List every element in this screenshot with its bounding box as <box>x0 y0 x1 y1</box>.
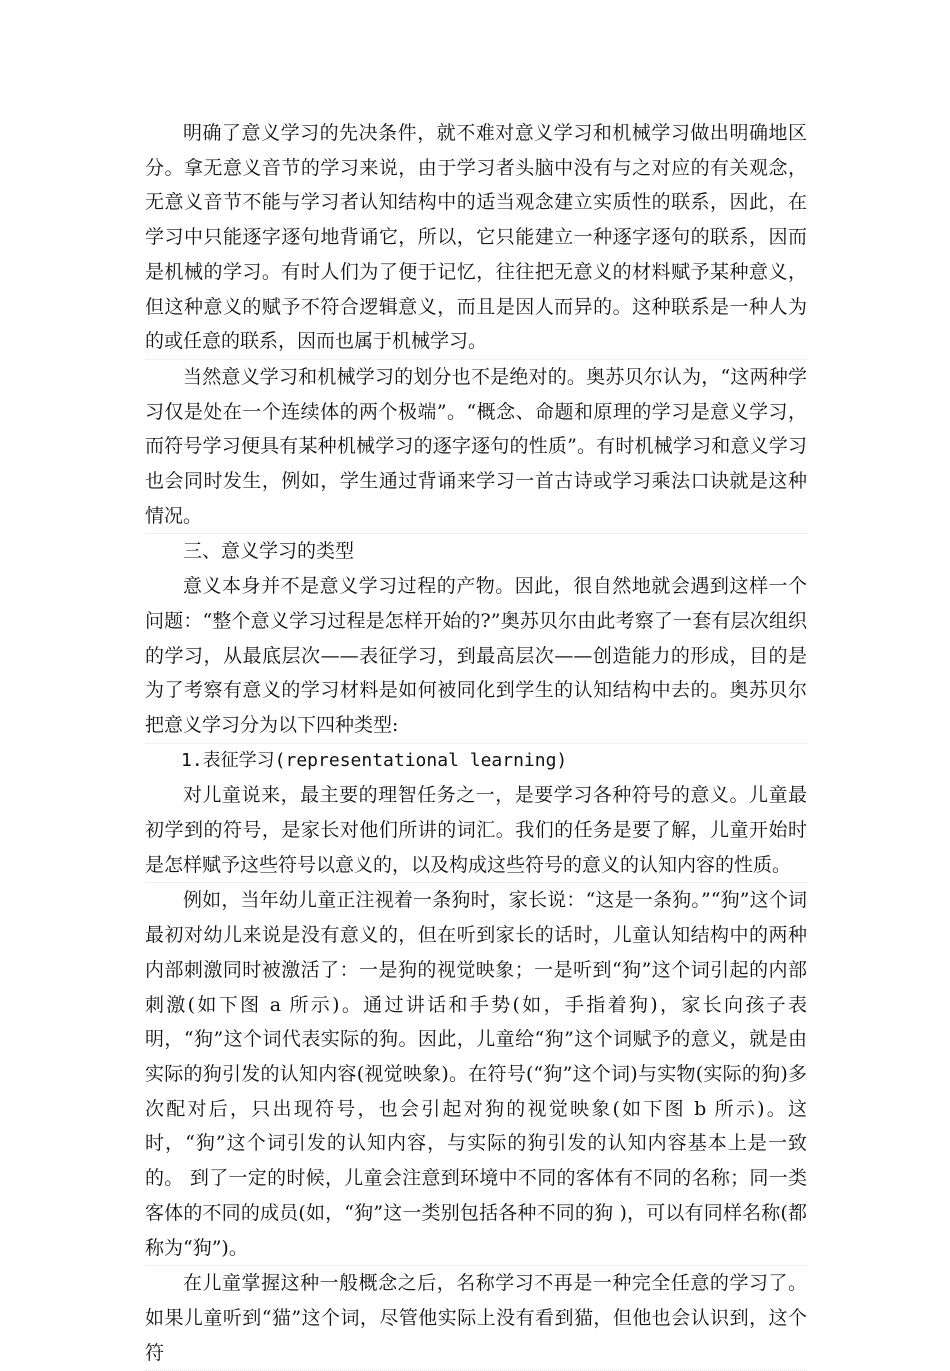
paragraph-5: 例如，当年幼儿童正注视着一条狗时，家长说：“这是一条狗。”“狗”这个词最初对幼儿来说是没有意义的，但在听到家长的话时，儿童认知结构中的两种内部刺激同时被激活了：一是狗的视觉映象；一是听到“狗”这个词引起的内部刺激(如下图 a 所示)。通过讲话和手势(如，手指着狗)，家长向孩子表明，“狗”这个词代表实际的狗。因此，儿童给“狗”这个词赋予的意义，就是由实际的狗引发的认知内容(视觉映象)。在符号(“狗”这个词)与实物(实际的狗)多次配对后，只出现符号，也会引起对狗的视觉映象(如下图 b 所示)。这时，“狗”这个词引发的认知内容，与实际的狗引发的认知内容基本上是一致的。 到了一定的时候，儿童会注意到环境中不同的客体有不同的名称；同一类客体的不同的成员(如，“狗”这一类别包括各种不同的狗 )，可以有同样名称(都称为“狗”)。 <box>145 883 807 1266</box>
paragraph-4: 对儿童说来，最主要的理智任务之一，是要学习各种符号的意义。儿童最初学到的符号，是家长对他们所讲的词汇。我们的任务是要了解，儿童开始时是怎样赋予这些符号以意义的，以及构成这些符号的意义的认知内容的性质。 <box>145 778 807 883</box>
paragraph-2: 当然意义学习和机械学习的划分也不是绝对的。奥苏贝尔认为，“这两种学习仅是处在一个连续体的两个极端”。“概念、命题和原理的学习是意义学习，而符号学习便具有某种机械学习的逐字逐句的性质”。有时机械学习和意义学习也会同时发生，例如，学生通过背诵来学习一首古诗或学习乘法口诀就是这种情况。 <box>145 360 807 535</box>
sub-heading: 1.表征学习(representational learning) <box>181 749 568 771</box>
paragraph-3: 意义本身并不是意义学习过程的产物。因此，很自然地就会遇到这样一个问题：“整个意义学习过程是怎样开始的?”奥苏贝尔由此考察了一套有层次组织的学习，从最底层次——表征学习，到最高层次——创造能力的形成，目的是为了考察有意义的学习材料是如何被同化到学生的认知结构中去的。奥苏贝尔把意义学习分为以下四种类型: <box>145 569 807 744</box>
paragraph-1: 明确了意义学习的先决条件，就不难对意义学习和机械学习做出明确地区分。拿无意义音节的学习来说，由于学习者头脑中没有与之对应的有关观念，无意义音节不能与学习者认知结构中的适当观念建立实质性的联系，因此，在学习中只能逐字逐句地背诵它，所以，它只能建立一种逐字逐句的联系，因而是机械的学习。有时人们为了便于记忆，往往把无意义的材料赋予某种意义，但这种意义的赋予不符合逻辑意义，而且是因人而异的。这种联系是一种人为的或任意的联系，因而也属于机械学习。 <box>145 116 807 360</box>
document-body <box>145 116 807 1371</box>
section-heading: 三、意义学习的类型 <box>183 540 355 563</box>
paragraph-6: 在儿童掌握这种一般概念之后，名称学习不再是一种完全任意的学习了。如果儿童听到“猫”这个词，尽管他实际上没有看到猫，但他也会认识到，这个符 <box>145 1266 807 1371</box>
